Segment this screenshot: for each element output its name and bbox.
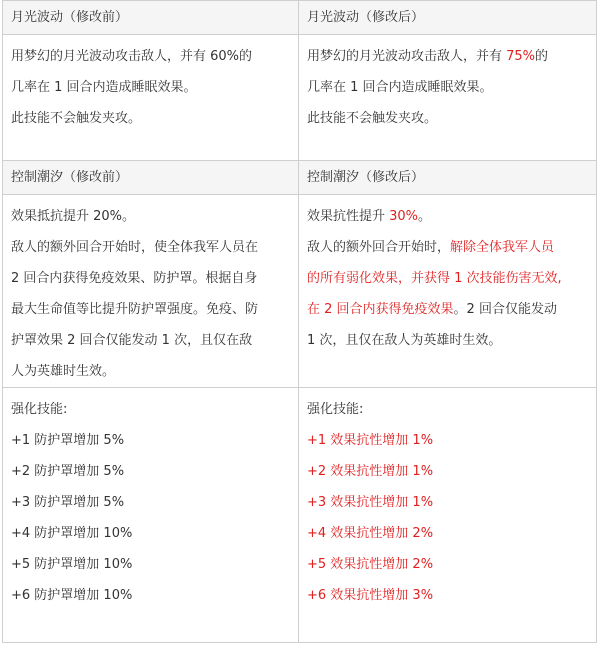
skill2-before-cell	[3, 195, 299, 388]
enhance-row	[3, 388, 597, 643]
list-item: +2 防护罩增加 5%	[11, 464, 125, 479]
list-item: +1 防护罩增加 5%	[11, 433, 125, 448]
list-item: +3 效果抗性增加 1%	[307, 495, 434, 510]
list-item: +2 效果抗性增加 1%	[307, 464, 434, 479]
text-line	[307, 201, 588, 232]
enhance-after-title: 强化技能:	[307, 402, 364, 417]
text-segment: 。	[418, 209, 432, 224]
skill1-body-row	[3, 35, 597, 161]
list-item: +6 效果抗性增加 3%	[307, 588, 434, 603]
text-segment: 。2 回合仅能发动	[453, 302, 557, 317]
enhance-after-cell	[299, 388, 597, 643]
skill1-before-title: 月光波动（修改前）	[11, 10, 129, 25]
skill2-before-title: 控制潮汐（修改前）	[11, 170, 129, 185]
skill2-before-header	[3, 161, 299, 195]
text-line: 护罩效果 2 回合仅能发动 1 次，且仅在敌	[11, 333, 253, 348]
list-item: +3 防护罩增加 5%	[11, 495, 125, 510]
text-line: 几率在 1 回合内造成睡眠效果。	[11, 80, 197, 95]
changed-text: 解除全体我军人员	[450, 240, 555, 255]
text-line	[307, 232, 588, 263]
skill2-body-row	[3, 195, 597, 388]
text-line: 1 次，且仅在敌人为英雄时生效。	[307, 333, 502, 348]
skill2-after-cell	[299, 195, 597, 388]
text-segment: 的	[535, 49, 549, 64]
list-item: +5 防护罩增加 10%	[11, 557, 133, 572]
list-item: +5 效果抗性增加 2%	[307, 557, 434, 572]
skill1-after-title: 月光波动（修改后）	[307, 10, 425, 25]
text-line: 人为英雄时生效。	[11, 364, 116, 379]
skill1-header-row	[3, 1, 597, 35]
skill1-before-cell	[3, 35, 299, 161]
changed-value: 75%	[506, 49, 536, 64]
text-line: 敌人的额外回合开始时，使全体我军人员在	[11, 240, 259, 255]
skill-comparison-table	[2, 0, 597, 643]
list-item: +6 防护罩增加 10%	[11, 588, 133, 603]
text-line: 几率在 1 回合内造成睡眠效果。	[307, 80, 493, 95]
skill1-after-header	[299, 1, 597, 35]
text-line: 此技能不会触发夹攻。	[307, 111, 438, 126]
changed-value: 30%	[389, 209, 419, 224]
text-line: 效果抵抗提升 20%。	[11, 209, 136, 224]
text-line: 用梦幻的月光波动攻击敌人，并有 60%的	[11, 49, 253, 64]
list-item: +1 效果抗性增加 1%	[307, 433, 434, 448]
text-segment: 效果抗性提升	[307, 209, 390, 224]
text-segment: 敌人的额外回合开始时，	[307, 240, 451, 255]
skill1-after-cell	[299, 35, 597, 161]
skill2-after-title: 控制潮汐（修改后）	[307, 170, 425, 185]
enhance-before-cell	[3, 388, 299, 643]
text-line: 此技能不会触发夹攻。	[11, 111, 142, 126]
skill2-after-header	[299, 161, 597, 195]
text-line	[307, 294, 588, 325]
changed-text: 的所有弱化效果，并获得 1 次技能伤害无效,	[307, 271, 562, 286]
changed-text: 在 2 回合内获得免疫效果	[307, 302, 454, 317]
list-item: +4 效果抗性增加 2%	[307, 526, 434, 541]
enhance-before-title: 强化技能:	[11, 402, 68, 417]
text-line	[307, 41, 588, 72]
list-item: +4 防护罩增加 10%	[11, 526, 133, 541]
skill2-header-row	[3, 161, 597, 195]
text-line: 2 回合内获得免疫效果、防护罩。根据自身	[11, 271, 258, 286]
text-segment: 用梦幻的月光波动攻击敌人，并有	[307, 49, 507, 64]
text-line: 最大生命值等比提升防护罩强度。免疫、防	[11, 302, 259, 317]
skill1-before-header	[3, 1, 299, 35]
